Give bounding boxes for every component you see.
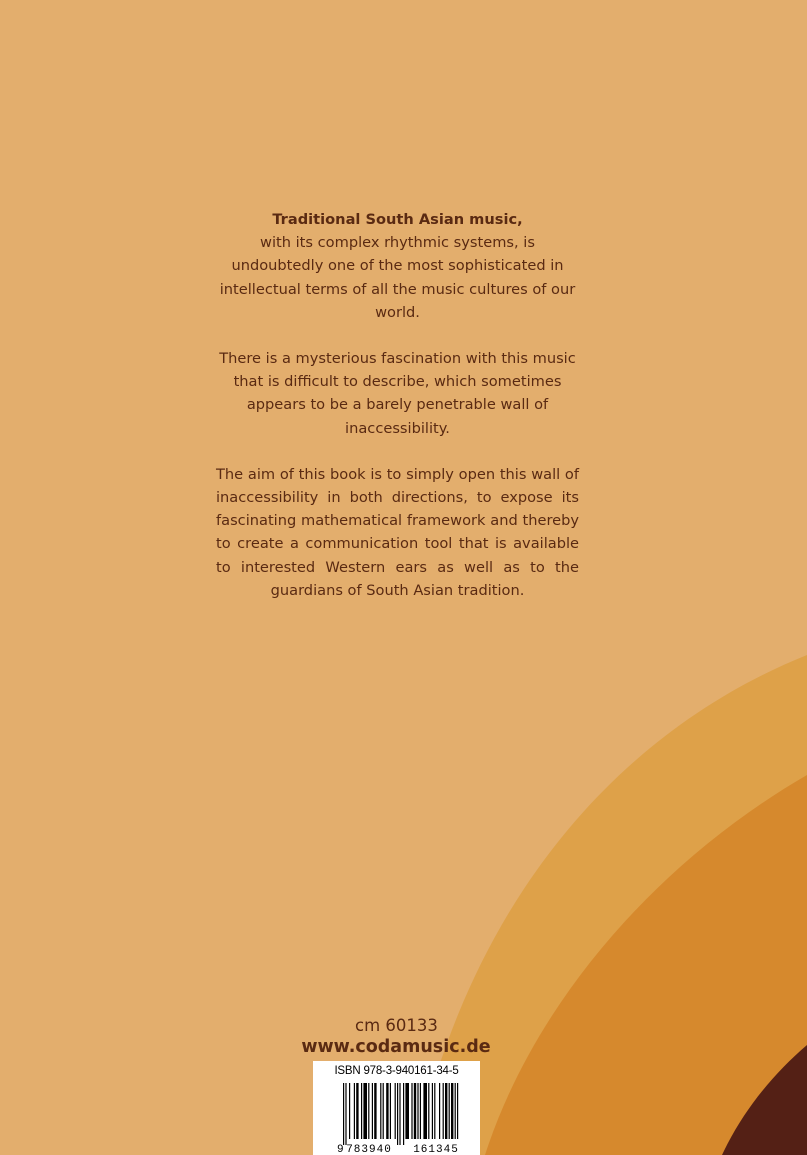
- blurb-paragraph-1-text: with its complex rhythmic systems, is undoubtedly one of the most sophisticated in intellectual terms of all the music cultures of our world.: [219, 234, 576, 321]
- barcode-bar: [386, 1083, 388, 1139]
- barcode-bar: [395, 1083, 396, 1139]
- barcode-panel: [313, 1061, 480, 1155]
- barcode-bar: [383, 1083, 384, 1139]
- barcode-bar: [403, 1083, 404, 1145]
- barcode-bar: [345, 1083, 346, 1145]
- barcode-digits-group-1: 783940: [346, 1144, 392, 1155]
- barcode-digit-lead: 9: [337, 1144, 344, 1155]
- barcode-bar: [439, 1083, 440, 1139]
- barcode-bar: [411, 1083, 412, 1139]
- barcode-bar: [361, 1083, 362, 1139]
- barcode-bar: [349, 1083, 350, 1139]
- blurb-paragraph-1: [216, 208, 579, 324]
- catalog-number: cm 60133: [355, 1016, 438, 1035]
- barcode-bar: [374, 1083, 376, 1139]
- barcode: [313, 1061, 480, 1155]
- blurb-paragraph-3: The aim of this book is to simply open this wall of inaccessibility in both directions, to expose its fascinating mathematical framework and thereby to create a communication tool that is available to interested Western ears as well as to the guardians of South Asian tradition.: [216, 465, 579, 599]
- barcode-bar: [343, 1083, 344, 1145]
- barcode-bar: [354, 1083, 355, 1139]
- barcode-bar: [397, 1083, 398, 1145]
- blurb-paragraph-2: There is a mysterious fascination with this music that is difficult to describe, which sometimes appears to be a barely penetrable wall of inaccessibility.: [219, 350, 576, 437]
- barcode-bar: [417, 1083, 418, 1139]
- barcode-bars: [343, 1083, 458, 1145]
- barcode-bar: [380, 1083, 381, 1139]
- blurb-lead: Traditional South Asian music,: [272, 211, 523, 228]
- barcode-bar: [414, 1083, 416, 1139]
- barcode-bar: [356, 1083, 358, 1139]
- barcode-bar: [443, 1083, 444, 1139]
- barcode-bar: [445, 1083, 447, 1139]
- barcode-bar: [390, 1083, 391, 1139]
- barcode-bar: [457, 1083, 458, 1139]
- barcode-bar: [455, 1083, 456, 1139]
- barcode-bar: [372, 1083, 373, 1139]
- back-cover-blurb: [216, 208, 579, 625]
- barcode-bar: [449, 1083, 450, 1139]
- barcode-bar: [432, 1083, 433, 1139]
- barcode-bar: [399, 1083, 400, 1145]
- isbn-text: ISBN 978-3-940161-34-5: [334, 1065, 459, 1077]
- barcode-digits-group-2: 161345: [413, 1144, 459, 1155]
- barcode-bar: [451, 1083, 453, 1139]
- barcode-bar: [420, 1083, 421, 1139]
- barcode-bar: [405, 1083, 409, 1139]
- barcode-bar: [368, 1083, 369, 1139]
- barcode-bar: [428, 1083, 429, 1139]
- barcode-bar: [363, 1083, 367, 1139]
- barcode-bar: [423, 1083, 427, 1139]
- publisher-website[interactable]: www.codamusic.de: [301, 1037, 491, 1057]
- barcode-bar: [434, 1083, 435, 1139]
